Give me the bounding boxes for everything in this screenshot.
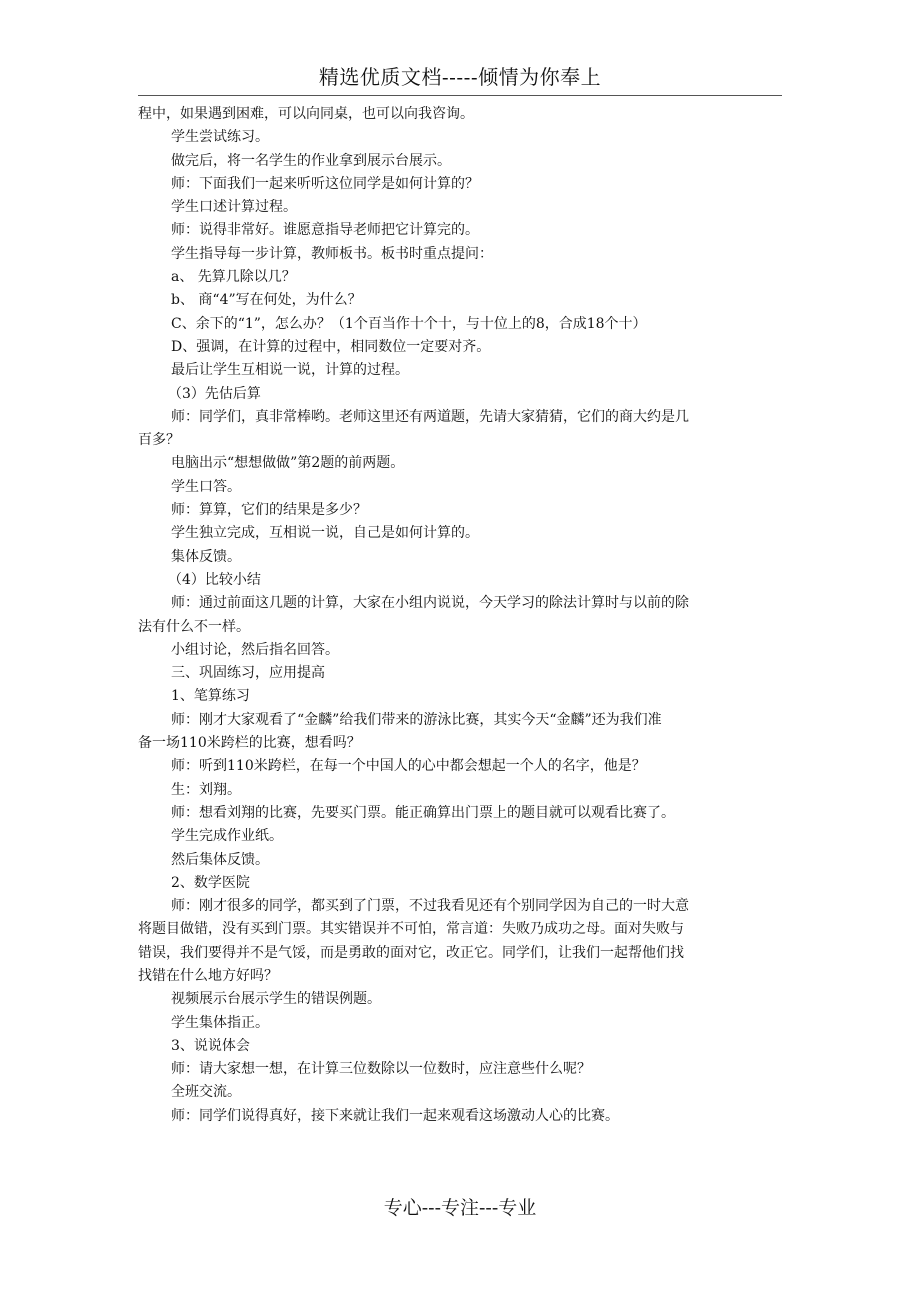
paragraph-line: 视频展示台展示学生的错误例题。 bbox=[171, 991, 381, 1008]
paragraph-line: 师：想看刘翔的比赛，先要买门票。能正确算出门票上的题目就可以观看比赛了。 bbox=[171, 804, 675, 821]
list-item: a、 先算几除以几？ bbox=[171, 269, 296, 286]
paragraph-line: 师：说得非常好。谁愿意指导老师把它计算完的。 bbox=[171, 222, 479, 239]
paragraph-line: 做完后，将一名学生的作业拿到展示台展示。 bbox=[171, 152, 451, 169]
paragraph-line: 法有什么不一样。 bbox=[138, 618, 250, 635]
section-heading: （4）比较小结 bbox=[168, 571, 261, 588]
paragraph-line: 找错在什么地方好吗？ bbox=[138, 967, 278, 984]
list-item: C、余下的“1”，怎么办？（1个百当作十个十，与十位上的8，合成18个十） bbox=[171, 315, 647, 332]
paragraph-line: 生：刘翔。 bbox=[171, 781, 241, 798]
paragraph-line: 错误，我们要得并不是气馁，而是勇敢的面对它，改正它。同学们，让我们一起帮他们找 bbox=[138, 944, 684, 961]
paragraph-line: 将题目做错，没有买到门票。其实错误并不可怕，常言道：失败乃成功之母。面对失败与 bbox=[138, 921, 684, 938]
paragraph-line: 师：同学们说得真好，接下来就让我们一起来观看这场激动人心的比赛。 bbox=[171, 1107, 619, 1124]
section-heading: 三、巩固练习，应用提高 bbox=[171, 665, 325, 682]
paragraph-line: 学生口答。 bbox=[171, 478, 241, 495]
paragraph-line: 然后集体反馈。 bbox=[171, 851, 269, 868]
paragraph-line: 学生集体指正。 bbox=[171, 1014, 269, 1031]
list-item: D、强调，在计算的过程中，相同数位一定要对齐。 bbox=[171, 338, 491, 355]
document-body bbox=[138, 103, 788, 1128]
paragraph-line: 师：通过前面这几题的计算，大家在小组内说说，今天学习的除法计算时与以前的除 bbox=[171, 595, 689, 612]
paragraph-line: 师：同学们，真非常棒哟。老师这里还有两道题，先请大家猜猜，它们的商大约是几 bbox=[171, 408, 689, 425]
paragraph-line: 百多？ bbox=[138, 432, 180, 449]
paragraph-line: 师：下面我们一起来听听这位同学是如何计算的？ bbox=[171, 175, 479, 192]
page-footer: 专心---专注---专业 bbox=[383, 1197, 537, 1219]
paragraph-line: 学生尝试练习。 bbox=[171, 129, 269, 146]
paragraph-line: 师：刚才很多的同学，都买到了门票，不过我看见还有个别同学因为自己的一时大意 bbox=[171, 898, 689, 915]
paragraph-line: 师：请大家想一想，在计算三位数除以一位数时，应注意些什么呢？ bbox=[171, 1061, 591, 1078]
paragraph-line: 师：听到110米跨栏，在每一个中国人的心中都会想起一个人的名字，他是？ bbox=[171, 758, 646, 775]
section-heading: 3、说说体会 bbox=[171, 1037, 250, 1054]
paragraph-line: 备一场110米跨栏的比赛，想看吗？ bbox=[138, 735, 361, 752]
section-heading: （3）先估后算 bbox=[168, 385, 261, 402]
paragraph-line: 师：算算，它们的结果是多少？ bbox=[171, 502, 367, 519]
paragraph-line: 师：刚才大家观看了“金麟”给我们带来的游泳比赛，其实今天“金麟”还为我们准 bbox=[171, 711, 662, 728]
paragraph-line: 学生独立完成，互相说一说，自己是如何计算的。 bbox=[171, 525, 479, 542]
paragraph-line: 学生口述计算过程。 bbox=[171, 199, 297, 216]
list-item: b、 商“4”写在何处，为什么？ bbox=[171, 292, 362, 309]
paragraph-line: 集体反馈。 bbox=[171, 548, 241, 565]
paragraph-line: 学生完成作业纸。 bbox=[171, 828, 283, 845]
paragraph-line: 小组讨论，然后指名回答。 bbox=[171, 641, 339, 658]
paragraph-line: 程中，如果遇到困难，可以向同桌，也可以向我咨询。 bbox=[138, 106, 474, 122]
page-header: 精选优质文档-----倾情为你奉上 bbox=[318, 65, 602, 89]
paragraph-line: 最后让学生互相说一说，计算的过程。 bbox=[171, 362, 409, 379]
section-heading: 2、数学医院 bbox=[171, 874, 250, 891]
paragraph-line: 学生指导每一步计算，教师板书。板书时重点提问： bbox=[171, 245, 493, 262]
paragraph-line: 电脑出示“想想做做”第2题的前两题。 bbox=[171, 455, 405, 472]
header-divider bbox=[138, 95, 782, 96]
paragraph-line: 全班交流。 bbox=[171, 1084, 241, 1101]
section-heading: 1、笔算练习 bbox=[171, 688, 250, 705]
